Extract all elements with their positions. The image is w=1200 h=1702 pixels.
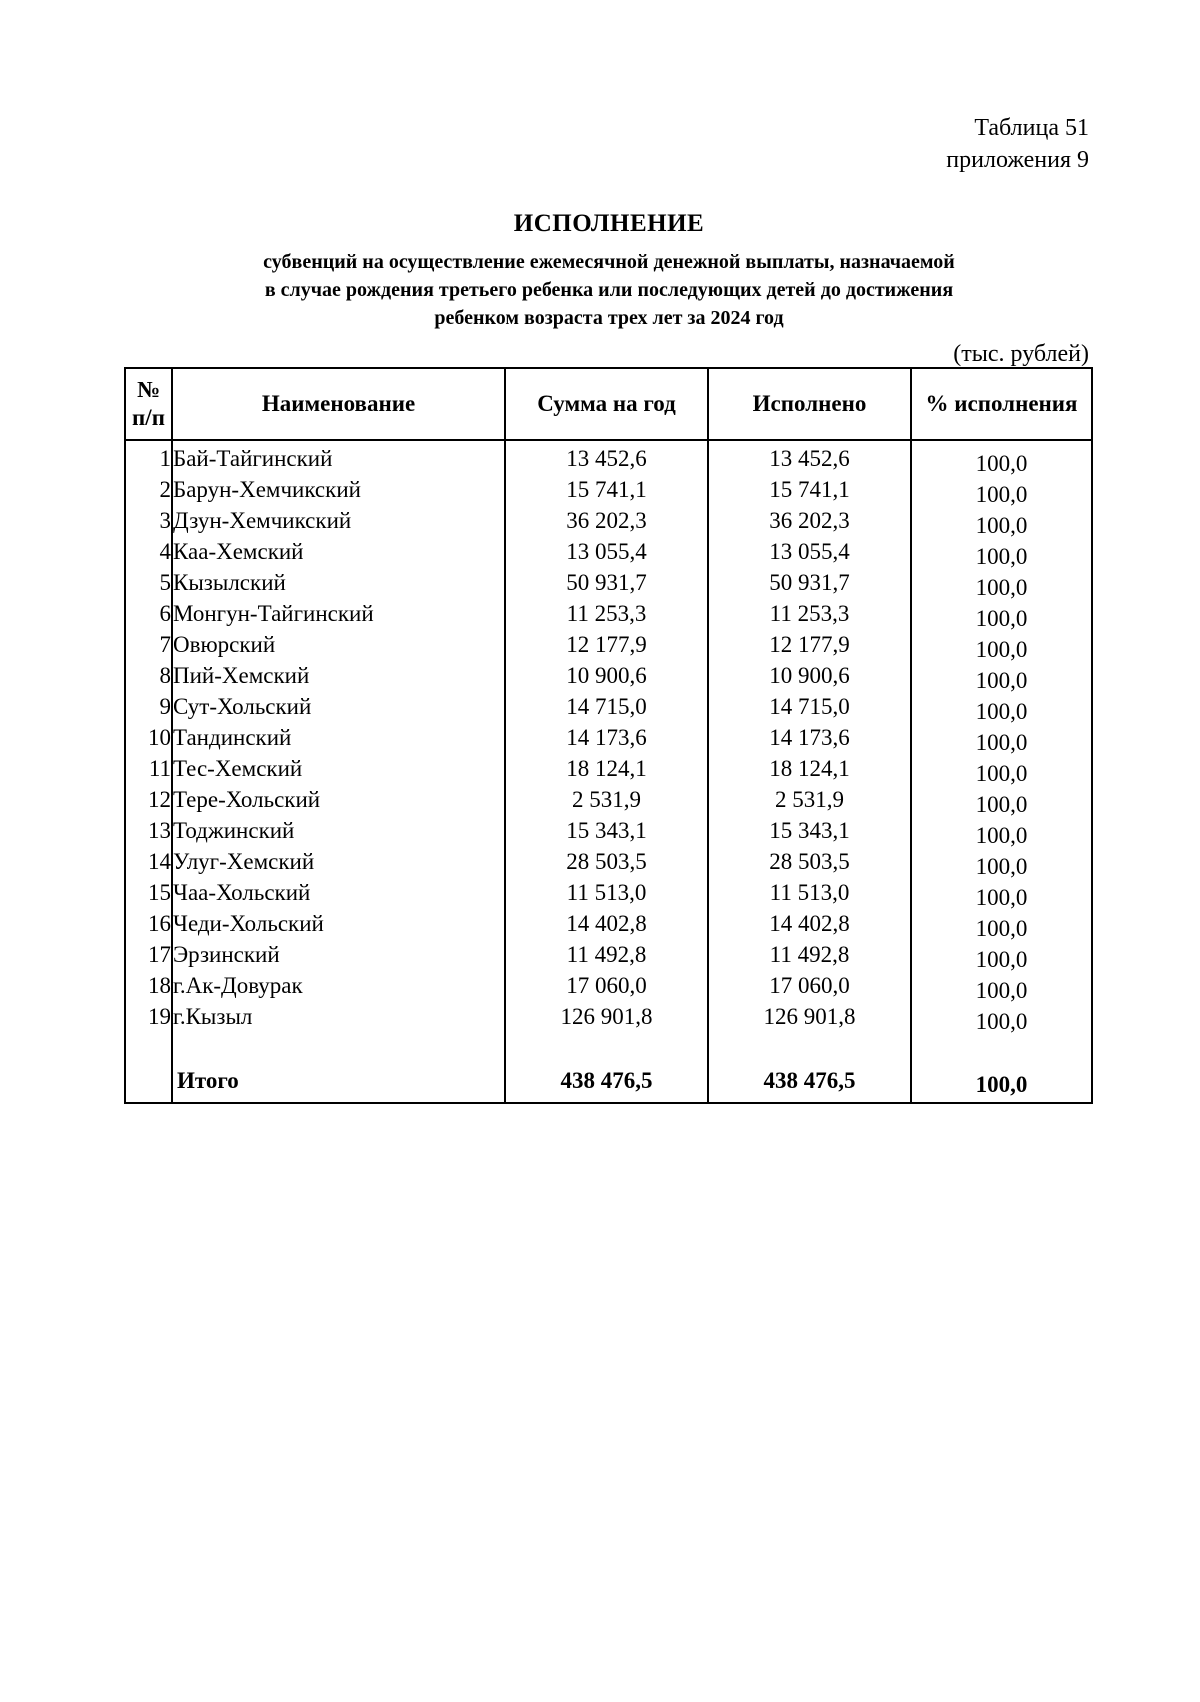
row-number: 1 — [125, 440, 172, 474]
percent-value: 100,0 — [911, 445, 1092, 479]
spacer-cell — [505, 1032, 708, 1066]
district-name: Чаа-Хольский — [172, 877, 505, 908]
percent-value: 100,0 — [911, 696, 1092, 727]
annual-sum-value: 18 124,1 — [505, 753, 708, 784]
annual-sum-value: 10 900,6 — [505, 660, 708, 691]
table-row — [125, 877, 1092, 908]
column-header-number: № п/п — [125, 368, 172, 440]
annual-sum-value: 17 060,0 — [505, 970, 708, 1001]
appendix-label — [946, 112, 1089, 176]
district-name: Каа-Хемский — [172, 536, 505, 567]
spacer-row — [125, 1032, 1092, 1066]
percent-value: 100,0 — [911, 851, 1092, 882]
row-number: 2 — [125, 474, 172, 505]
executed-value: 28 503,5 — [708, 846, 911, 877]
percent-value: 100,0 — [911, 758, 1092, 789]
annual-sum-value: 28 503,5 — [505, 846, 708, 877]
document-subtitle — [0, 248, 1200, 332]
subtitle-line: в случае рождения третьего ребенка или последующих детей до достижения — [264, 279, 954, 301]
annual-sum-value: 12 177,9 — [505, 629, 708, 660]
table-number-label: Таблица 51 — [974, 115, 1089, 141]
percent-value: 100,0 — [911, 789, 1092, 820]
annual-sum-value: 126 901,8 — [505, 1001, 708, 1032]
executed-value: 15 741,1 — [708, 474, 911, 505]
annual-sum-value: 14 402,8 — [505, 908, 708, 939]
percent-value: 100,0 — [911, 820, 1092, 851]
district-name: Кызылский — [172, 567, 505, 598]
table-row — [125, 474, 1092, 505]
executed-value: 11 513,0 — [708, 877, 911, 908]
column-header-percent: % исполнения — [911, 368, 1092, 440]
district-name: Эрзинский — [172, 939, 505, 970]
row-number: 13 — [125, 815, 172, 846]
appendix-number-label: приложения 9 — [946, 147, 1089, 173]
spacer-cell — [911, 1032, 1092, 1066]
percent-value: 100,0 — [911, 572, 1092, 603]
table-row — [125, 505, 1092, 536]
percent-value: 100,0 — [911, 882, 1092, 913]
annual-sum-value: 15 741,1 — [505, 474, 708, 505]
table-row — [125, 440, 1092, 474]
row-number: 8 — [125, 660, 172, 691]
annual-sum-value: 15 343,1 — [505, 815, 708, 846]
spacer-cell — [125, 1032, 172, 1066]
district-name: Монгун-Тайгинский — [172, 598, 505, 629]
table-row — [125, 815, 1092, 846]
column-header-annual-sum: Сумма на год — [505, 368, 708, 440]
row-number: 15 — [125, 877, 172, 908]
district-name: Тандинский — [172, 722, 505, 753]
district-name: Улуг-Хемский — [172, 846, 505, 877]
percent-value: 100,0 — [911, 727, 1092, 758]
row-number: 10 — [125, 722, 172, 753]
table-row — [125, 567, 1092, 598]
row-number: 12 — [125, 784, 172, 815]
executed-value: 13 055,4 — [708, 536, 911, 567]
row-number: 4 — [125, 536, 172, 567]
subtitle-line: ребенком возраста трех лет за 2024 год — [434, 307, 784, 329]
subtitle-line: субвенций на осуществление ежемесячной денежной выплаты, назначаемой — [263, 251, 955, 273]
district-name: Тере-Хольский — [172, 784, 505, 815]
executed-value: 14 173,6 — [708, 722, 911, 753]
percent-value: 100,0 — [911, 913, 1092, 944]
table-body — [125, 440, 1092, 1103]
district-name: г.Ак-Довурак — [172, 970, 505, 1001]
units-note: (тыс. рублей) — [953, 341, 1089, 367]
execution-table — [124, 367, 1093, 1104]
table-row — [125, 970, 1092, 1001]
executed-value: 15 343,1 — [708, 815, 911, 846]
percent-value: 100,0 — [911, 975, 1092, 1006]
district-name: Овюрский — [172, 629, 505, 660]
total-executed-value: 438 476,5 — [708, 1066, 911, 1103]
total-row — [125, 1066, 1092, 1103]
row-number: 6 — [125, 598, 172, 629]
executed-value: 126 901,8 — [708, 1001, 911, 1032]
executed-value: 13 452,6 — [708, 440, 911, 474]
document-title: ИСПОЛНЕНИЕ — [513, 210, 705, 237]
district-name: Пий-Хемский — [172, 660, 505, 691]
row-number: 19 — [125, 1001, 172, 1032]
annual-sum-value: 11 513,0 — [505, 877, 708, 908]
table-row — [125, 660, 1092, 691]
percent-value: 100,0 — [911, 1006, 1092, 1037]
total-row-number — [125, 1066, 172, 1103]
district-name: Бай-Тайгинский — [172, 440, 505, 474]
annual-sum-value: 14 715,0 — [505, 691, 708, 722]
executed-value: 17 060,0 — [708, 970, 911, 1001]
row-number: 16 — [125, 908, 172, 939]
executed-value: 12 177,9 — [708, 629, 911, 660]
executed-value: 10 900,6 — [708, 660, 911, 691]
row-number: 5 — [125, 567, 172, 598]
executed-value: 11 253,3 — [708, 598, 911, 629]
total-district-name: Итого — [172, 1066, 505, 1103]
annual-sum-value: 11 492,8 — [505, 939, 708, 970]
executed-value: 36 202,3 — [708, 505, 911, 536]
executed-value: 14 715,0 — [708, 691, 911, 722]
table-row — [125, 536, 1092, 567]
spacer-cell — [172, 1032, 505, 1066]
percent-value: 100,0 — [911, 541, 1092, 572]
percent-value: 100,0 — [911, 603, 1092, 634]
table-row — [125, 629, 1092, 660]
table-row — [125, 722, 1092, 753]
annual-sum-value: 2 531,9 — [505, 784, 708, 815]
row-number: 3 — [125, 505, 172, 536]
annual-sum-value: 14 173,6 — [505, 722, 708, 753]
row-number: 14 — [125, 846, 172, 877]
district-name: Сут-Хольский — [172, 691, 505, 722]
table-row — [125, 784, 1092, 815]
spacer-cell — [708, 1032, 911, 1066]
district-name: Чеди-Хольский — [172, 908, 505, 939]
district-name: Тес-Хемский — [172, 753, 505, 784]
district-name: г.Кызыл — [172, 1001, 505, 1032]
executed-value: 2 531,9 — [708, 784, 911, 815]
percent-value: 100,0 — [911, 944, 1092, 975]
total-percent-value: 100,0 — [911, 1070, 1092, 1107]
total-annual-sum-value: 438 476,5 — [505, 1066, 708, 1103]
percent-value: 100,0 — [911, 634, 1092, 665]
table-row — [125, 1001, 1092, 1032]
percent-value: 100,0 — [911, 665, 1092, 696]
column-header-name: Наименование — [172, 368, 505, 440]
annual-sum-value: 36 202,3 — [505, 505, 708, 536]
row-number: 9 — [125, 691, 172, 722]
table-row — [125, 939, 1092, 970]
row-number: 11 — [125, 753, 172, 784]
table-header-row — [125, 368, 1092, 440]
percent-value: 100,0 — [911, 510, 1092, 541]
row-number: 18 — [125, 970, 172, 1001]
executed-value: 50 931,7 — [708, 567, 911, 598]
district-name: Тоджинский — [172, 815, 505, 846]
row-number: 7 — [125, 629, 172, 660]
annual-sum-value: 13 452,6 — [505, 440, 708, 474]
table-row — [125, 908, 1092, 939]
executed-value: 14 402,8 — [708, 908, 911, 939]
percent-value: 100,0 — [911, 479, 1092, 510]
executed-value: 11 492,8 — [708, 939, 911, 970]
annual-sum-value: 11 253,3 — [505, 598, 708, 629]
annual-sum-value: 50 931,7 — [505, 567, 708, 598]
table-row — [125, 691, 1092, 722]
table-row — [125, 753, 1092, 784]
column-header-executed: Исполнено — [708, 368, 911, 440]
district-name: Барун-Хемчикский — [172, 474, 505, 505]
district-name: Дзун-Хемчикский — [172, 505, 505, 536]
table-row — [125, 846, 1092, 877]
row-number: 17 — [125, 939, 172, 970]
annual-sum-value: 13 055,4 — [505, 536, 708, 567]
executed-value: 18 124,1 — [708, 753, 911, 784]
table-row — [125, 598, 1092, 629]
